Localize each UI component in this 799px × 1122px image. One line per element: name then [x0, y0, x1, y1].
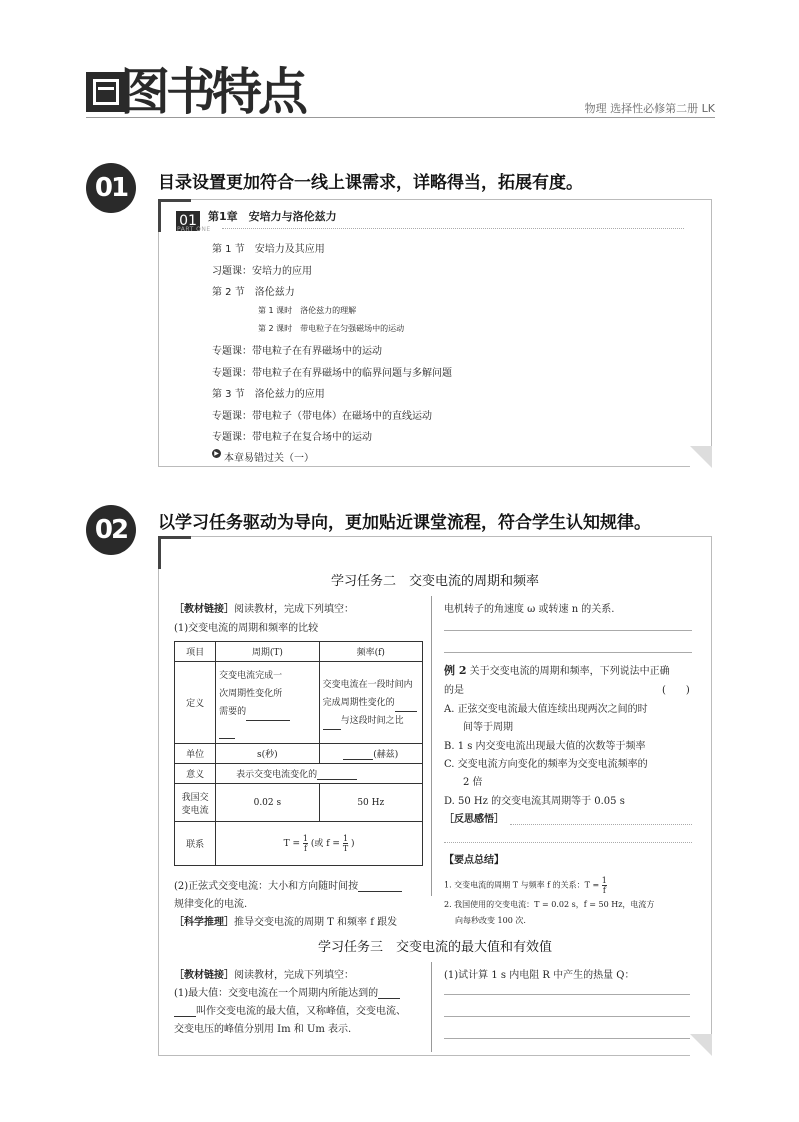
def-text: 叫作交变电流的最大值，又称峰值，交变电流、	[196, 1006, 406, 1017]
panel-corner-mark	[158, 536, 191, 569]
toc-item: 第 3 节 洛伦兹力的应用	[212, 389, 325, 400]
table-row-label: 定义	[175, 662, 216, 744]
table-cell	[216, 764, 423, 784]
fill-blank[interactable]	[174, 1006, 196, 1017]
section-badge-02: 02	[86, 505, 136, 555]
question-2	[174, 877, 402, 892]
summary-text: 1. 交变电流的周期 T 与频率 f 的关系：T =	[444, 880, 600, 890]
table-cell	[319, 662, 422, 744]
table-header: 周期(T)	[216, 642, 319, 662]
reasoning-label: ［科学推理］	[174, 917, 234, 928]
cell-text: 次周期性变化所	[219, 688, 283, 699]
material-link-text: 阅读教材，完成下列填空：	[234, 604, 354, 615]
answer-line[interactable]	[444, 630, 692, 631]
table-cell: 50 Hz	[319, 784, 422, 822]
cell-text: 完成周期性变化的	[322, 697, 395, 708]
chapter-number: 01	[176, 211, 200, 231]
material-link-label: ［教材链接］	[174, 970, 234, 981]
page-fold-shadow	[690, 446, 712, 468]
cell-text: 我国交	[181, 792, 209, 803]
cell-text: 交变电流完成一	[219, 670, 283, 681]
reasoning-cont: 电机转子的角速度 ω 或转速 n 的关系.	[444, 604, 615, 615]
task3-title: 学习任务三 交变电流的最大值和有效值	[317, 940, 552, 955]
toc-item: 本章易错过关（一）	[224, 453, 314, 464]
fraction	[303, 834, 308, 853]
reflection-line[interactable]	[510, 824, 692, 825]
fill-blank[interactable]	[378, 988, 400, 999]
fill-blank[interactable]	[219, 728, 235, 739]
option-d[interactable]: D. 50 Hz 的交变电流其周期等于 0.05 s	[444, 796, 625, 807]
fill-blank[interactable]	[343, 749, 373, 760]
frac-num: 1	[342, 834, 349, 843]
frac-den: T	[342, 844, 349, 853]
fraction	[602, 876, 607, 895]
frac-den: f	[602, 886, 606, 895]
material-link	[174, 966, 354, 981]
header-divider	[86, 117, 715, 118]
q2-text: (2)正弦式交变电流：大小和方向随时间按	[174, 881, 359, 892]
answer-paren[interactable]: ( )	[662, 685, 690, 696]
cell-text: (赫兹)	[373, 750, 399, 760]
cell-text: 交变电流在一段时间内	[322, 679, 413, 690]
example-text: 关于交变电流的周期和频率，下列说法中正确	[469, 666, 670, 677]
section2-title: 以学习任务驱动为导向，更加贴近课堂流程，符合学生认知规律。	[158, 513, 651, 533]
material-link	[174, 600, 354, 615]
answer-line[interactable]	[444, 994, 690, 995]
fill-blank[interactable]	[358, 881, 402, 892]
reflection-label: ［反思感悟］	[444, 814, 504, 825]
option-b[interactable]: B. 1 s 内交变电流出现最大值的次数等于频率	[444, 741, 646, 752]
answer-line[interactable]	[444, 1016, 690, 1017]
fill-blank[interactable]	[323, 719, 341, 730]
question-2-cont: 规律变化的电流.	[174, 899, 248, 910]
dotted-divider	[222, 228, 684, 229]
formula-text: (或 f =	[310, 839, 340, 849]
max-value-def-end: 交变电压的峰值分别用 Im 和 Um 表示.	[174, 1024, 352, 1035]
section-badge-01: 01	[86, 163, 136, 213]
cell-text: 变电流	[181, 805, 209, 816]
summary-item-2: 2. 我国使用的交变电流：T = 0.02 s，f = 50 Hz，电流方	[444, 900, 655, 909]
book-subtitle: 物理 选择性必修第二册 LK	[584, 102, 715, 115]
max-value-def-cont	[174, 1002, 406, 1017]
frac-num: 1	[601, 876, 607, 885]
cell-text: 需要的	[219, 706, 247, 717]
task2-title: 学习任务二 交变电流的周期和频率	[330, 574, 539, 589]
science-reasoning	[174, 913, 397, 928]
part-label: PART ONE	[177, 226, 211, 233]
toc-item: 专题课：带电粒子在复合场中的运动	[212, 432, 372, 443]
page-fold-shadow	[690, 1034, 712, 1056]
cell-text: 与这段时间之比	[340, 715, 404, 726]
page-title: 图书特点	[120, 63, 304, 121]
material-link-label: ［教材链接］	[174, 604, 234, 615]
def-text: (1)最大值：交变电流在一个周期内所能达到的	[174, 988, 379, 999]
toc-subitem: 第 2 课时 带电粒子在匀强磁场中的运动	[258, 324, 405, 333]
summary-item-1	[444, 876, 607, 895]
toc-item: 习题课：安培力的应用	[212, 266, 312, 277]
option-c[interactable]: C. 交变电流方向变化的频率为交变电流频率的	[444, 759, 648, 770]
toc-item: 专题课：带电粒子在有界磁场中的临界问题与多解问题	[212, 368, 452, 379]
option-a-cont: 间等于周期	[463, 722, 513, 733]
answer-line[interactable]	[444, 1038, 690, 1039]
section1-title: 目录设置更加符合一线上课需求，详略得当，拓展有度。	[158, 173, 583, 193]
table-cell: 0.02 s	[216, 784, 319, 822]
fill-blank[interactable]	[317, 769, 357, 780]
toc-subitem: 第 1 课时 洛伦兹力的理解	[258, 306, 357, 315]
table-cell: s(秒)	[216, 744, 319, 764]
toc-item: 专题课：带电粒子在有界磁场中的运动	[212, 346, 382, 357]
table-header: 频率(f)	[319, 642, 422, 662]
option-a[interactable]: A. 正弦交变电流最大值连续出现两次之间的时	[444, 704, 648, 715]
question-1: (1)交变电流的周期和频率的比较	[174, 623, 319, 634]
example-question-cont: 的是	[444, 685, 464, 696]
table-cell	[216, 822, 423, 866]
option-c-cont: 2 倍	[463, 777, 483, 788]
toc-item: 专题课：带电粒子（带电体）在磁场中的直线运动	[212, 411, 432, 422]
answer-line[interactable]	[444, 652, 692, 653]
reasoning-text: 推导交变电流的周期 T 和频率 f 跟发	[234, 917, 398, 928]
summary-item-2-cont: 向每秒改变 100 次.	[455, 916, 526, 925]
table-row-label	[175, 784, 216, 822]
toc-item: 第 2 节 洛伦兹力	[212, 287, 295, 298]
reflection-line[interactable]	[444, 842, 692, 843]
play-icon: ▶	[212, 449, 221, 458]
table-row-label: 单位	[175, 744, 216, 764]
heat-question: (1)试计算 1 s 内电阻 R 中产生的热量 Q：	[444, 970, 635, 981]
fill-blank[interactable]	[246, 710, 290, 721]
toc-item: 第 1 节 安培力及其应用	[212, 244, 325, 255]
table-row-label: 意义	[175, 764, 216, 784]
table-row-label: 联系	[175, 822, 216, 866]
column-divider	[431, 596, 432, 896]
table-cell	[319, 744, 422, 764]
material-link-text: 阅读教材，完成下列填空：	[234, 970, 354, 981]
fraction	[343, 834, 348, 853]
comparison-table	[174, 641, 423, 866]
chapter-title: 第1章 安培力与洛伦兹力	[208, 210, 337, 223]
table-header: 项目	[175, 642, 216, 662]
frac-den: f	[303, 844, 307, 853]
summary-label: 【要点总结】	[444, 855, 504, 866]
max-value-def	[174, 984, 400, 999]
example-badge: 例 2	[444, 664, 467, 677]
formula-text: )	[351, 839, 355, 849]
fill-blank[interactable]	[395, 701, 417, 712]
column-divider	[431, 962, 432, 1052]
example-question	[444, 662, 670, 678]
formula-text: T =	[283, 839, 300, 849]
table-cell	[216, 662, 319, 744]
frac-num: 1	[302, 834, 308, 843]
cell-text: 表示交变电流变化的	[236, 770, 318, 780]
